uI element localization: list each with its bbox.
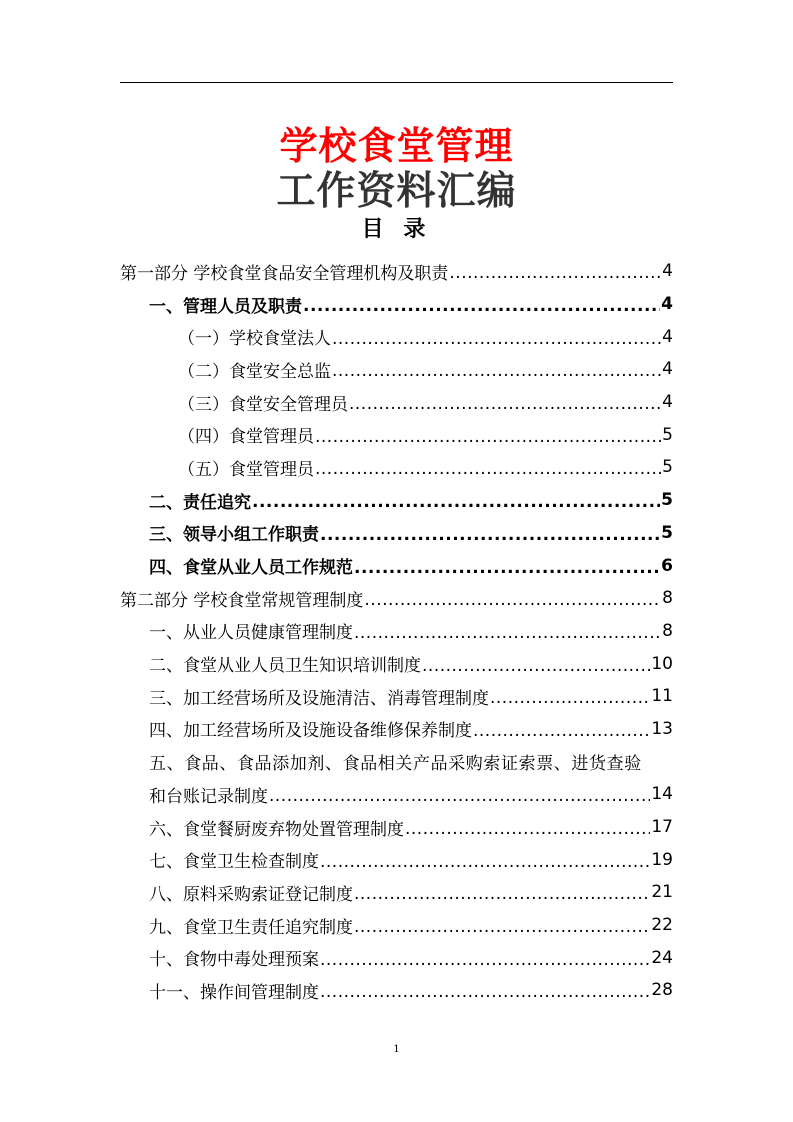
toc-entry-part-2[interactable] bbox=[120, 582, 673, 615]
toc-entry-label: 二、食堂从业人员卫生知识培训制度 bbox=[149, 656, 421, 677]
toc-entry-page: 8 bbox=[662, 588, 673, 609]
toc-heading: 目 录 bbox=[361, 217, 432, 242]
toc-entry[interactable] bbox=[120, 974, 673, 1007]
leader-dots bbox=[252, 492, 660, 512]
toc-entry-page: 19 bbox=[651, 849, 673, 870]
toc-entry-page: 13 bbox=[651, 718, 673, 739]
leader-dots bbox=[315, 459, 661, 479]
toc-entry[interactable] bbox=[120, 843, 673, 876]
leader-dots bbox=[449, 263, 661, 283]
toc-entry-page: 8 bbox=[662, 620, 673, 641]
leader-dots bbox=[490, 688, 650, 708]
leader-dots bbox=[473, 721, 650, 741]
toc-entry[interactable] bbox=[120, 647, 673, 680]
toc-entry-page: 4 bbox=[662, 359, 673, 380]
leader-dots bbox=[422, 656, 650, 676]
toc-entry-page: 4 bbox=[662, 261, 673, 282]
page-number: 1 bbox=[393, 1044, 400, 1055]
toc-entry[interactable] bbox=[120, 451, 673, 484]
toc-entry-page: 6 bbox=[661, 555, 673, 576]
leader-dots bbox=[354, 884, 650, 904]
toc-entry-label: 十、食物中毒处理预案 bbox=[149, 950, 319, 971]
leader-dots bbox=[315, 427, 661, 447]
toc-entry-page: 5 bbox=[661, 522, 673, 543]
toc-entry[interactable] bbox=[120, 909, 673, 942]
toc-entry[interactable] bbox=[120, 517, 673, 550]
toc-entry-page: 21 bbox=[651, 882, 673, 903]
toc-entry-label: 七、食堂卫生检查制度 bbox=[149, 852, 319, 873]
toc-entry-label: 二、责任追究 bbox=[149, 492, 251, 513]
toc-entry-part-1[interactable] bbox=[120, 255, 673, 288]
toc-entry-label: （二）食堂安全总监 bbox=[178, 361, 331, 382]
toc-entry-label: 四、食堂从业人员工作规范 bbox=[149, 558, 353, 579]
leader-dots bbox=[320, 950, 650, 970]
toc-entry-page: 14 bbox=[651, 784, 673, 805]
leader-dots bbox=[354, 623, 661, 643]
toc-entry-label: 第一部分 学校食堂食品安全管理机构及职责 bbox=[120, 263, 449, 284]
toc-entry-page: 5 bbox=[661, 490, 673, 511]
leader-dots bbox=[269, 786, 650, 806]
header-rule bbox=[120, 82, 673, 83]
toc-entry-label: （一）学校食堂法人 bbox=[178, 329, 331, 350]
toc-entry[interactable] bbox=[120, 386, 673, 419]
toc-entry-label: （四）食堂管理员 bbox=[178, 427, 314, 448]
toc-entry-page: 28 bbox=[651, 980, 673, 1001]
toc-entry-page: 5 bbox=[662, 457, 673, 478]
leader-dots bbox=[349, 394, 661, 414]
toc-entry[interactable] bbox=[120, 288, 673, 321]
document-subtitle: 工作资料汇编 bbox=[276, 169, 517, 214]
toc-entry-page: 11 bbox=[651, 686, 673, 707]
toc-entry-label: 三、领导小组工作职责 bbox=[149, 525, 319, 546]
toc-entry-label: 八、原料采购索证登记制度 bbox=[149, 884, 353, 905]
toc-entry[interactable] bbox=[120, 320, 673, 353]
toc-entry-label: 六、食堂餐厨废弃物处置管理制度 bbox=[149, 819, 404, 840]
toc-entry-label: 四、加工经营场所及设施设备维修保养制度 bbox=[149, 721, 472, 742]
toc-entry-label: 九、食堂卫生责任追究制度 bbox=[149, 917, 353, 938]
toc-entry-page: 22 bbox=[651, 915, 673, 936]
toc-entry-label: 十一、操作间管理制度 bbox=[149, 982, 319, 1003]
toc-entry-label: 五、食品、食品添加剂、食品相关产品采购索证索票、进货查验 bbox=[149, 754, 642, 775]
toc-entry-page: 4 bbox=[662, 326, 673, 347]
toc-entry-label: 一、管理人员及职责 bbox=[149, 296, 302, 317]
toc-entry[interactable] bbox=[120, 680, 673, 713]
leader-dots bbox=[405, 819, 650, 839]
toc-entry-label: 三、加工经营场所及设施清洁、消毒管理制度 bbox=[149, 688, 489, 709]
toc-entry[interactable] bbox=[120, 418, 673, 451]
toc-entry[interactable] bbox=[120, 615, 673, 648]
toc-entry[interactable] bbox=[120, 876, 673, 909]
toc-entry[interactable] bbox=[120, 549, 673, 582]
toc-entry-label: 一、从业人员健康管理制度 bbox=[149, 623, 353, 644]
toc-entry-label: 第二部分 学校食堂常规管理制度 bbox=[120, 590, 364, 611]
toc-entry-page: 10 bbox=[651, 653, 673, 674]
toc-entry-label: （三）食堂安全管理员 bbox=[178, 394, 348, 415]
document-title: 学校食堂管理 bbox=[279, 124, 514, 168]
leader-dots bbox=[364, 590, 661, 610]
toc-entry-wrapped-line-2[interactable] bbox=[120, 778, 673, 811]
toc-entry-page: 4 bbox=[661, 294, 673, 315]
leader-dots bbox=[354, 917, 650, 937]
leader-dots bbox=[320, 525, 660, 545]
table-of-contents bbox=[120, 255, 673, 1007]
toc-entry-label: （五）食堂管理员 bbox=[178, 459, 314, 480]
toc-entry[interactable] bbox=[120, 941, 673, 974]
toc-entry[interactable] bbox=[120, 353, 673, 386]
toc-entry-page: 4 bbox=[662, 392, 673, 413]
toc-entry[interactable] bbox=[120, 811, 673, 844]
toc-entry-wrapped-line-1[interactable] bbox=[120, 745, 673, 778]
toc-entry-page: 24 bbox=[651, 947, 673, 968]
toc-entry[interactable] bbox=[120, 484, 673, 517]
toc-entry-page: 5 bbox=[662, 424, 673, 445]
leader-dots bbox=[320, 982, 650, 1002]
leader-dots bbox=[332, 329, 661, 349]
toc-entry-label-continued: 和台账记录制度 bbox=[149, 786, 268, 807]
leader-dots bbox=[303, 296, 660, 316]
leader-dots bbox=[332, 361, 661, 381]
leader-dots bbox=[320, 852, 650, 872]
toc-entry[interactable] bbox=[120, 713, 673, 746]
toc-entry-page: 17 bbox=[651, 817, 673, 838]
leader-dots bbox=[354, 558, 660, 578]
